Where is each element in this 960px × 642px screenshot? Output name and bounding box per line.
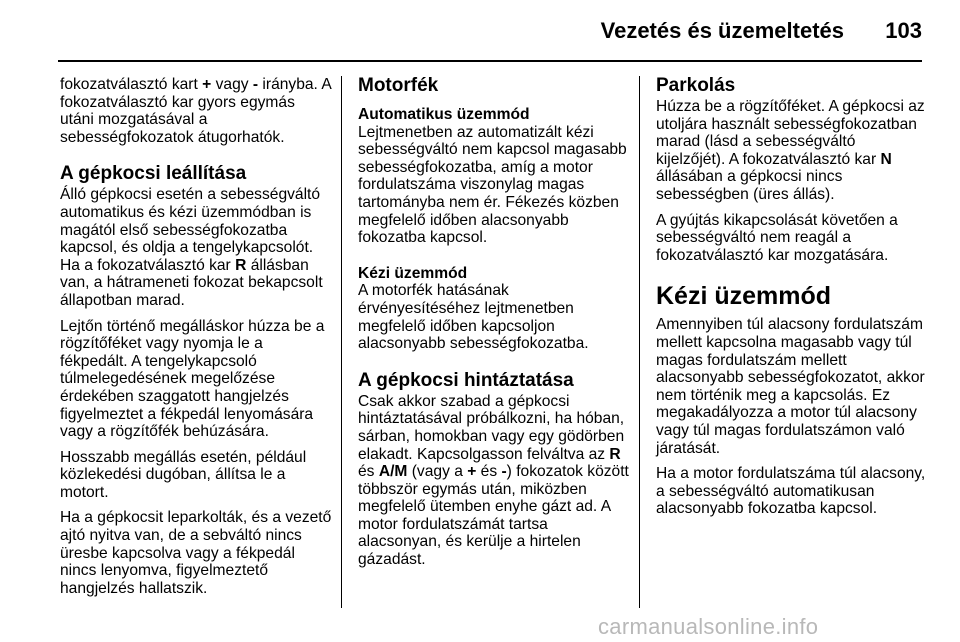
minus-symbol: - xyxy=(252,76,259,93)
header-rule xyxy=(58,60,922,62)
minus-symbol: - xyxy=(501,463,507,481)
text: és xyxy=(358,463,379,481)
paragraph-automatic: Lejtmenetben az automatizált kézi sebességváltó nem kapcsol magasabb sebességfokozatba, amíg a motor fordulatszáma viszonylag magas tartományba nem ér. Fékezés közben megfelelő időben alacsonyabb fokozatba kapcsol. xyxy=(358,123,627,247)
heading-parking: Parkolás xyxy=(656,75,736,96)
plus-symbol: + xyxy=(467,463,477,481)
paragraph-stop-4: Ha a gépkocsit leparkolták, és a vezető ajtó nyitva van, de a sebváltó nincs üresbe kapcsolva vagy a fékpedál nincs lenyomva, figyelmeztető hangjelzés hallatszik. xyxy=(60,509,332,597)
page-header xyxy=(0,0,960,60)
gear-am: A/M xyxy=(378,463,408,481)
text: vagy xyxy=(211,76,253,93)
paragraph-continuation xyxy=(60,76,332,146)
column-2 xyxy=(358,76,630,577)
text: Álló gépkocsi esetén a sebességváltó automatikus és kézi üzemmódban is magától első sebességfokozatba kapcsol, és oldja a tengelykapcsolót. Ha a fokozatválasztó kar xyxy=(60,186,321,274)
paragraph-manual-mode-1: Amennyiben túl alacsony fordulatszám mellett kapcsolna magasabb vagy túl magas fordulatszám mellett alacsonyabb sebességfokozatot, akkor nem történik meg a kapcsolás. Ez megakadályozza a motor túl alacsony vagy túl magas fordulatszámon való járatását. xyxy=(656,316,925,457)
heading-rocking: A gépkocsi hintáztatása xyxy=(358,369,574,391)
text: irányba. A fokozatválasztó kar gyors egymás utáni mozgatásával a sebességfokozatok átugorhatók. xyxy=(60,76,331,146)
column-divider-2 xyxy=(639,76,640,608)
heading-manual-mode: Kézi üzemmód xyxy=(656,282,832,311)
paragraph-manual: A motorfék hatásának érvényesítéséhez lejtmenetben megfelelő időben kapcsoljon alacsonyabb sebességfokozatba. xyxy=(358,282,589,353)
gear-r: R xyxy=(235,256,247,274)
paragraph-stop-1 xyxy=(60,186,332,309)
text: Csak akkor szabad a gépkocsi hintáztatásával próbálkozni, ha hóban, sárban, homokban vagy egy gödörben elakadt. Kapcsolgasson felváltva az xyxy=(358,392,625,463)
page-number: 103 xyxy=(885,18,922,43)
paragraph-stop-3: Hosszabb megállás esetén, például közlekedési dugóban, állítsa le a motort. xyxy=(60,448,307,501)
gear-n: N xyxy=(880,150,892,168)
gear-r: R xyxy=(609,445,621,463)
text: és xyxy=(476,463,502,481)
paragraph-manual-mode-2: Ha a motor fordulatszáma túl alacsony, a sebességváltó automatikusan alacsonyabb fokozatba kapcsol. xyxy=(656,465,926,518)
heading-engine-brake: Motorfék xyxy=(358,75,439,96)
text: fokozatválasztó kart xyxy=(60,76,203,93)
column-3 xyxy=(656,76,928,526)
paragraph-parking-2: A gyújtás kikapcsolását követően a sebességváltó nem reagál a fokozatválasztó kar mozgatására. xyxy=(656,211,898,264)
text: állásában a gépkocsi nincs sebességben (üres állás). xyxy=(656,168,843,203)
paragraph-rocking xyxy=(358,393,630,569)
text: ) fokozatok között többször egymás után, miközben megfelelő ütemben enyhe gázt ad. A motor fordulatszámát tartsa alacsonyan, és kerülje a hirtelen gázadást. xyxy=(358,463,629,569)
subheading-manual: Kézi üzemmód xyxy=(358,264,468,282)
text: Húzza be a rögzítőféket. A gépkocsi az utoljára használt sebességfokozatban marad (lásd a sebességváltó kijelzőjét). A fokozatválasztó kar xyxy=(656,98,925,168)
column-divider-1 xyxy=(341,76,342,608)
header-title: Vezetés és üzemeltetés xyxy=(600,18,844,43)
subheading-automatic: Automatikus üzemmód xyxy=(358,106,530,123)
plus-symbol: + xyxy=(202,76,212,93)
heading-stop: A gépkocsi leállítása xyxy=(60,163,247,185)
paragraph-parking-1 xyxy=(656,98,928,204)
watermark: carmanualsonline.info xyxy=(598,614,819,639)
text: (vagy a xyxy=(407,463,468,481)
text: állásban van, a hátrameneti fokozat bekapcsolt állapotban marad. xyxy=(60,256,323,309)
column-1 xyxy=(60,76,332,605)
paragraph-stop-2: Lejtőn történő megálláskor húzza be a rögzítőféket vagy nyomja le a fékpedált. A tengelykapcsoló túlmelegedésének megelőzése érdekében szaggatott hangjelzés figyelmeztet a fékpedál lenyomására vagy a rögzítőfék behúzására. xyxy=(60,317,325,441)
